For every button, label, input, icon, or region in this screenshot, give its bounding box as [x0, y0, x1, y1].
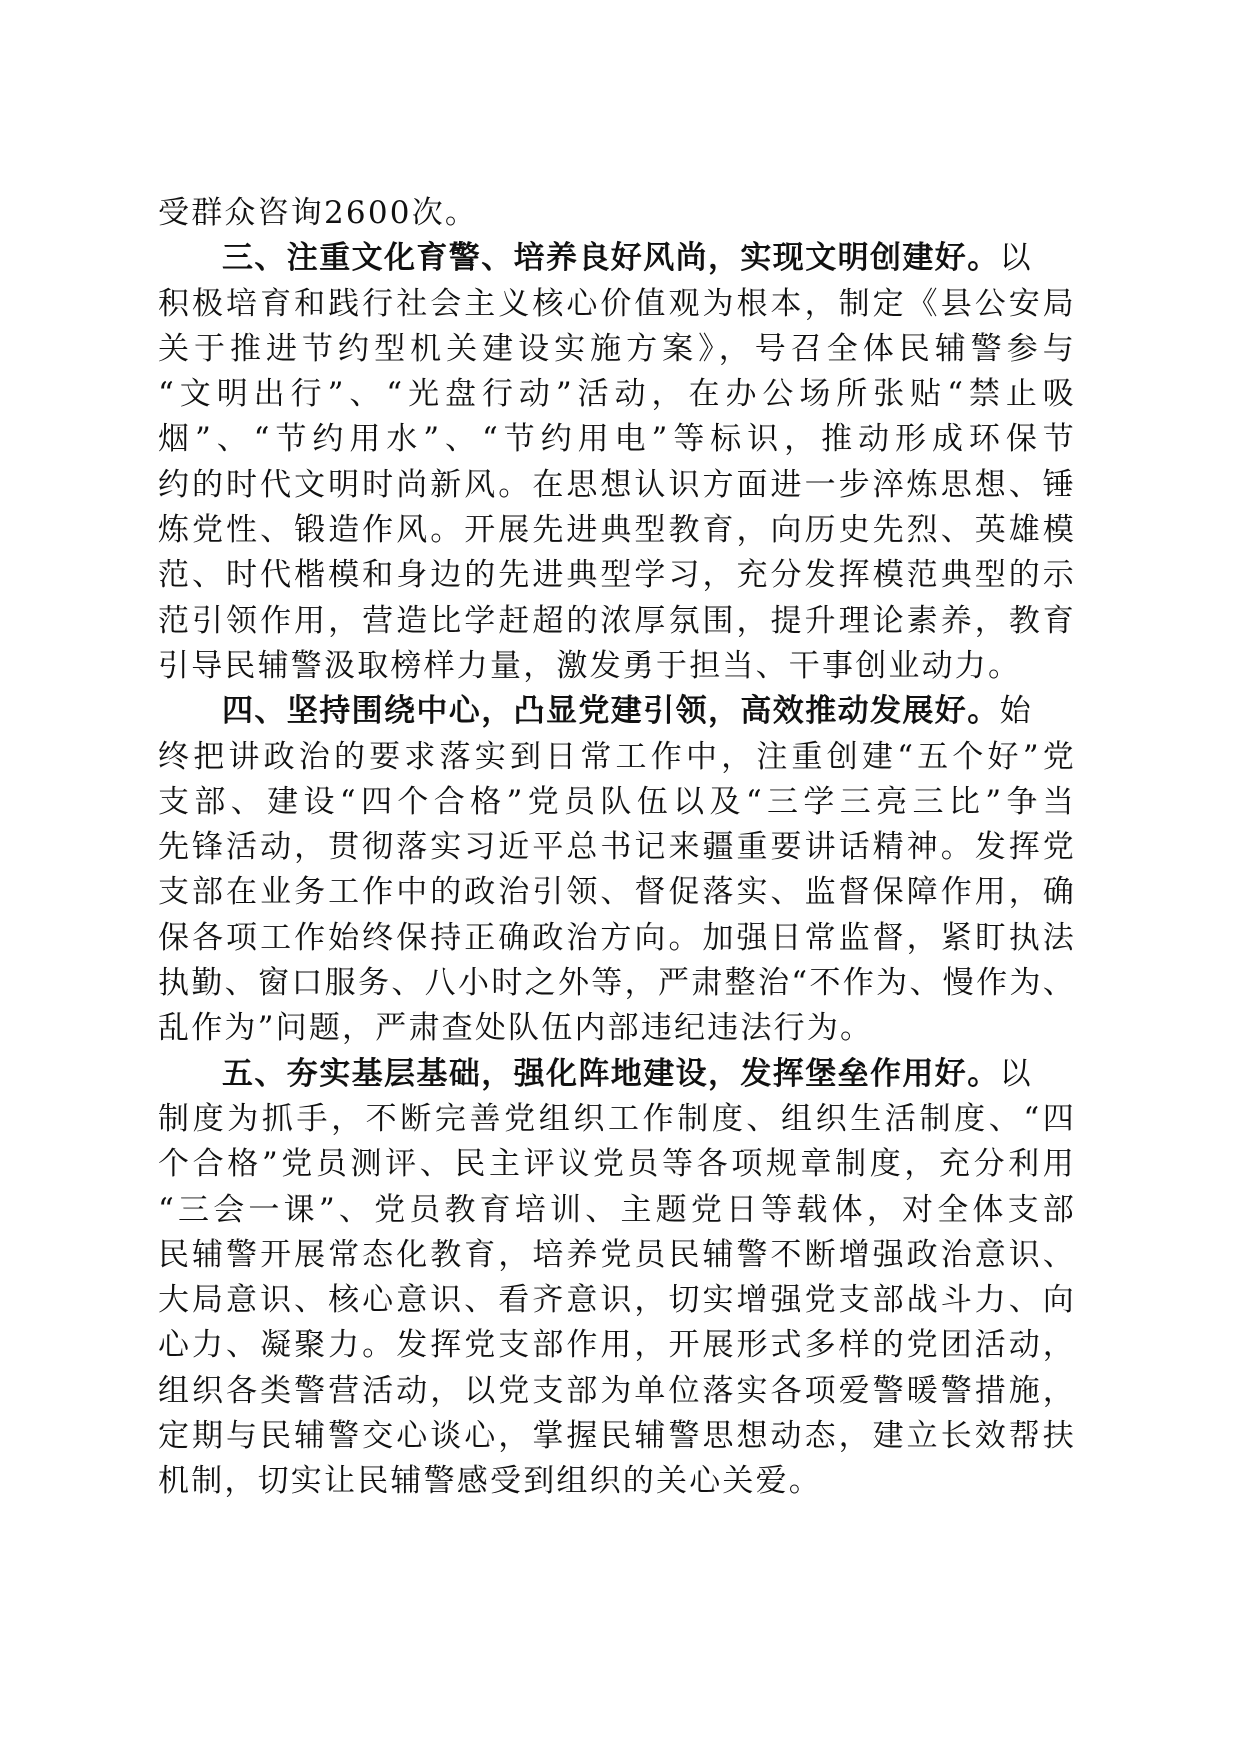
text-line: 范引领作用，营造比学赶超的浓厚氛围，提升理论素养，教育 — [158, 602, 1076, 639]
text-line: 约的时代文明时尚新风。在思想认识方面进一步淬炼思想、锤 — [158, 466, 1076, 503]
text-line: 组织各类警营活动，以党支部为单位落实各项爱警暖警措施， — [158, 1372, 1076, 1409]
section-five-heading-line — [158, 1052, 1076, 1097]
section-three-heading-line — [158, 236, 1076, 281]
text-line: 民辅警开展常态化教育，培养党员民辅警不断增强政治意识、 — [158, 1236, 1076, 1273]
section-five-title: 五、夯实基层基础，强化阵地建设，发挥堡垒作用好。 — [222, 1055, 1000, 1092]
text-line: 执勤、窗口服务、八小时之外等，严肃整治“不作为、慢作为、 — [158, 965, 1076, 1002]
text-line: 先锋活动，贯彻落实习近平总书记来疆重要讲话精神。发挥党 — [158, 829, 1076, 866]
text-line: 大局意识、核心意识、看齐意识，切实增强党支部战斗力、向 — [158, 1282, 1076, 1319]
text-line: 心力、凝聚力。发挥党支部作用，开展形式多样的党团活动， — [158, 1327, 1076, 1364]
text-line: 机制，切实让民辅警感受到组织的关心关爱。 — [158, 1463, 822, 1500]
text-line: 制度为抓手，不断完善党组织工作制度、组织生活制度、“四 — [158, 1100, 1076, 1137]
section-four-heading-line — [158, 689, 1076, 734]
section-three-title: 三、注重文化育警、培养良好风尚，实现文明创建好。 — [222, 240, 1000, 277]
text-line: 关于推进节约型机关建设实施方案》，号召全体民辅警参与 — [158, 330, 1076, 367]
text-line: 支部、建设“四个合格”党员队伍以及“三学三亮三比”争当 — [158, 783, 1076, 820]
section-three-lead: 以 — [999, 240, 1033, 277]
text-line: 保各项工作始终保持正确政治方向。加强日常监督，紧盯执法 — [158, 919, 1076, 956]
text-line: 受群众咨询2600次。 — [158, 195, 479, 231]
text-line: 引导民辅警汲取榜样力量，激发勇于担当、干事创业动力。 — [158, 647, 1022, 684]
text-line: 支部在业务工作中的政治引领、督促落实、监督保障作用，确 — [158, 874, 1076, 911]
text-line: 终把讲政治的要求落实到日常工作中，注重创建“五个好”党 — [158, 738, 1076, 775]
text-line: 乱作为”问题，严肃查处队伍内部违纪违法行为。 — [158, 1010, 874, 1047]
text-line: 个合格”党员测评、民主评议党员等各项规章制度，充分利用 — [158, 1146, 1076, 1183]
text-line: 积极培育和践行社会主义核心价值观为根本，制定《县公安局 — [158, 285, 1076, 322]
text-line: “三会一课”、党员教育培训、主题党日等载体，对全体支部 — [158, 1191, 1076, 1228]
body-text — [158, 191, 1076, 1505]
section-four-lead: 始 — [999, 693, 1033, 730]
section-four-title: 四、坚持围绕中心，凸显党建引领，高效推动发展好。 — [222, 693, 1000, 730]
text-line: 定期与民辅警交心谈心，掌握民辅警思想动态，建立长效帮扶 — [158, 1418, 1076, 1455]
section-five-lead: 以 — [999, 1055, 1033, 1092]
text-line: “文明出行”、“光盘行动”活动，在办公场所张贴“禁止吸 — [158, 376, 1076, 413]
text-line: 范、时代楷模和身边的先进典型学习，充分发挥模范典型的示 — [158, 557, 1076, 594]
text-line: 烟”、“节约用水”、“节约用电”等标识，推动形成环保节 — [158, 421, 1076, 458]
text-line: 炼党性、锻造作风。开展先进典型教育，向历史先烈、英雄模 — [158, 512, 1076, 549]
